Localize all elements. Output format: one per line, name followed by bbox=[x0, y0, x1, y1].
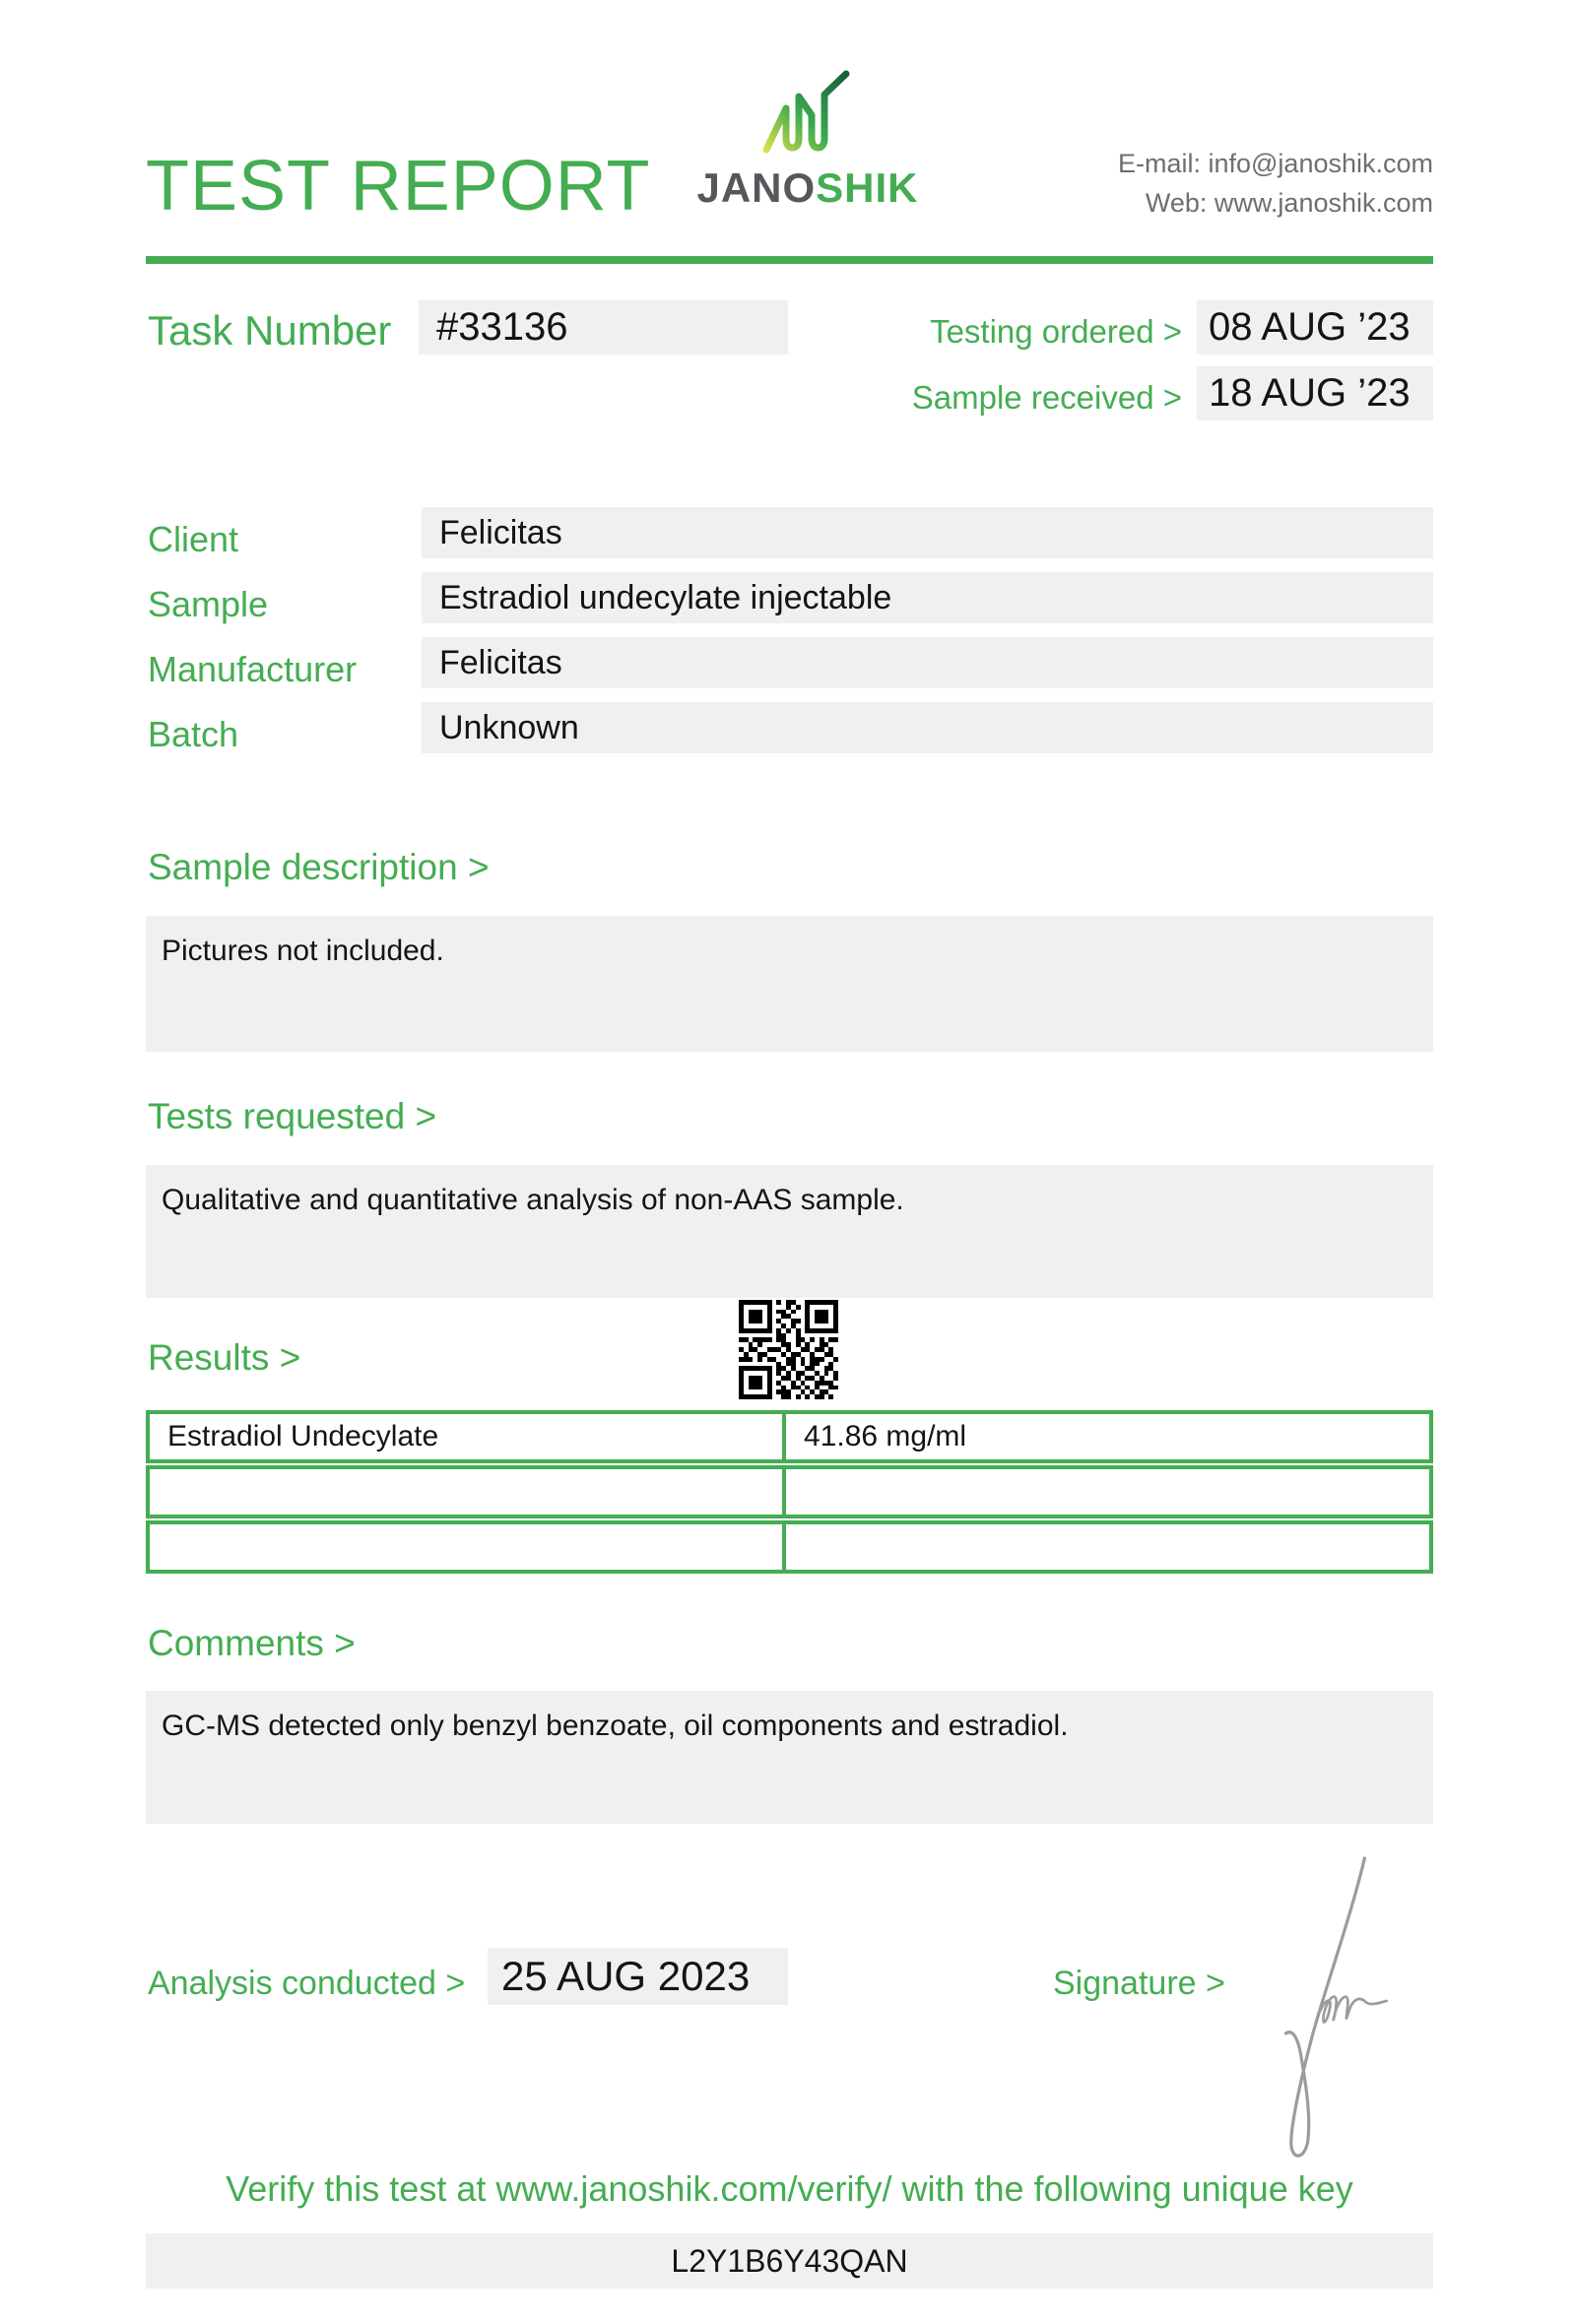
sample-description-box bbox=[146, 916, 1433, 1052]
task-number-label: Task Number bbox=[148, 307, 392, 354]
web-label: Web: bbox=[1145, 188, 1208, 218]
analyte-name: Estradiol Undecylate bbox=[150, 1414, 786, 1459]
analyte-result: 41.86 mg/ml bbox=[804, 1420, 967, 1452]
logo-shik: SHIK bbox=[816, 164, 919, 211]
tests-requested-heading: Tests requested > bbox=[148, 1096, 437, 1136]
batch-value: Unknown bbox=[422, 702, 1433, 753]
results-heading: Results > bbox=[148, 1337, 301, 1378]
analyte-result bbox=[786, 1524, 1429, 1570]
brand-logo bbox=[680, 69, 936, 212]
manufacturer-label: Manufacturer bbox=[148, 649, 358, 689]
sample-received-label: Sample received > bbox=[911, 379, 1182, 416]
comments-heading: Comments > bbox=[148, 1623, 356, 1663]
tests-requested-text: Qualitative and quantitative analysis of non-AAS sample. bbox=[162, 1184, 904, 1216]
page-title: TEST REPORT bbox=[146, 147, 651, 226]
analyte-name bbox=[150, 1524, 786, 1570]
unique-key-value: L2Y1B6Y43QAN bbox=[146, 2233, 1433, 2289]
testing-ordered-value: 08 AUG ’23 bbox=[1197, 300, 1433, 355]
contact-info bbox=[1118, 144, 1433, 223]
results-row-1 bbox=[146, 1410, 1433, 1463]
results-row-2 bbox=[146, 1465, 1433, 1518]
client-label: Client bbox=[148, 519, 239, 559]
contact-web-line bbox=[1118, 183, 1433, 223]
analysis-date-value: 25 AUG 2023 bbox=[488, 1948, 788, 2005]
header-divider bbox=[146, 256, 1433, 264]
logo-wordmark bbox=[680, 164, 936, 212]
verify-instruction: Verify this test at www.janoshik.com/verify/ with the following unique key bbox=[226, 2168, 1353, 2209]
sample-description-text: Pictures not included. bbox=[162, 935, 444, 967]
comments-box bbox=[146, 1691, 1433, 1824]
signature-mark bbox=[1264, 1843, 1421, 2179]
testing-ordered-label: Testing ordered > bbox=[930, 313, 1182, 350]
email-label: E-mail: bbox=[1117, 149, 1201, 178]
sample-value: Estradiol undecylate injectable bbox=[422, 572, 1433, 623]
manufacturer-value: Felicitas bbox=[422, 637, 1433, 688]
batch-label: Batch bbox=[148, 714, 239, 754]
task-number-value: #33136 bbox=[419, 300, 788, 355]
web-value: www.janoshik.com bbox=[1214, 188, 1433, 218]
signature-label: Signature > bbox=[1053, 1965, 1225, 2002]
sample-description-heading: Sample description > bbox=[148, 847, 490, 887]
analyte-result bbox=[786, 1469, 1429, 1515]
qr-code bbox=[739, 1300, 838, 1399]
logo-chart-icon bbox=[758, 69, 857, 162]
comments-text: GC-MS detected only benzyl benzoate, oil components and estradiol. bbox=[162, 1710, 1069, 1742]
results-row-3 bbox=[146, 1520, 1433, 1574]
analysis-conducted-label: Analysis conducted > bbox=[148, 1965, 466, 2002]
tests-requested-box bbox=[146, 1165, 1433, 1298]
contact-email-line bbox=[1118, 144, 1433, 183]
client-value: Felicitas bbox=[422, 507, 1433, 558]
sample-label: Sample bbox=[148, 584, 269, 624]
sample-received-value: 18 AUG ’23 bbox=[1197, 366, 1433, 420]
analyte-name bbox=[150, 1469, 786, 1515]
email-value: info@janoshik.com bbox=[1208, 149, 1433, 178]
logo-jano: JANO bbox=[696, 164, 817, 211]
results-table bbox=[146, 1410, 1433, 1576]
